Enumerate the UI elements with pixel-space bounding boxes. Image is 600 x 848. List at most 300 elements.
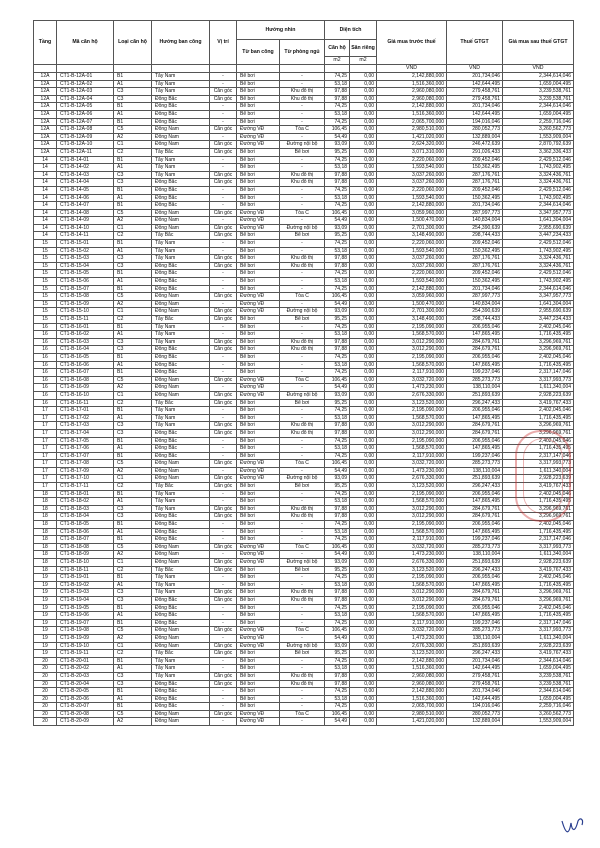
cell-dien-tich-can-ho: 74,25 bbox=[325, 619, 350, 627]
cell-thue-gtgt: 254,390,639 bbox=[447, 308, 503, 316]
table-row bbox=[34, 483, 574, 491]
cell-vi-tri: Căn góc bbox=[210, 422, 237, 430]
header-gia-sau-thue: Giá mua sau thuế GTGT bbox=[503, 21, 574, 65]
cell-gia-truoc-thue: 3,148,490,000 bbox=[377, 316, 447, 324]
cell-loai-can-ho: B1 bbox=[114, 703, 152, 711]
cell-thue-gtgt: 142,644,495 bbox=[447, 665, 503, 673]
cell-loai-can-ho: B1 bbox=[114, 407, 152, 415]
cell-tu-phong-ngu: - bbox=[280, 133, 325, 141]
cell-tu-phong-ngu: Khu đô thị bbox=[280, 505, 325, 513]
cell-loai-can-ho: C3 bbox=[114, 171, 152, 179]
cell-san-rieng: 0,00 bbox=[350, 414, 377, 422]
cell-thue-gtgt: 287,997,773 bbox=[447, 209, 503, 217]
cell-loai-can-ho: B1 bbox=[114, 452, 152, 460]
cell-huong-ban-cong: Đông Nam bbox=[152, 133, 210, 141]
cell-ma-can-ho: CT1-B-12A-05 bbox=[57, 103, 114, 111]
cell-thue-gtgt: 251,893,639 bbox=[447, 642, 503, 650]
cell-dien-tich-can-ho: 53,18 bbox=[325, 445, 350, 453]
cell-dien-tich-can-ho: 97,88 bbox=[325, 513, 350, 521]
cell-vi-tri: - bbox=[210, 270, 237, 278]
cell-ma-can-ho: CT1-B-18-03 bbox=[57, 505, 114, 513]
cell-san-rieng: 0,00 bbox=[350, 566, 377, 574]
cell-san-rieng: 0,00 bbox=[350, 141, 377, 149]
cell-thue-gtgt: 296,247,433 bbox=[447, 483, 503, 491]
cell-san-rieng: 0,00 bbox=[350, 559, 377, 567]
cell-tu-ban-cong: Bể bơi bbox=[237, 148, 280, 156]
cell-tu-ban-cong: Đường VĐ bbox=[237, 376, 280, 384]
table-row bbox=[34, 202, 574, 210]
cell-huong-ban-cong: Tây Bắc bbox=[152, 650, 210, 658]
cell-tu-ban-cong: Bể bơi bbox=[237, 589, 280, 597]
table-row bbox=[34, 627, 574, 635]
cell-tang: 16 bbox=[34, 361, 57, 369]
cell-ma-can-ho: CT1-B-12A-10 bbox=[57, 141, 114, 149]
price-list-sheet bbox=[33, 20, 573, 726]
cell-thue-gtgt: 201,734,046 bbox=[447, 657, 503, 665]
cell-tang: 19 bbox=[34, 604, 57, 612]
cell-gia-truoc-thue: 3,037,260,000 bbox=[377, 262, 447, 270]
cell-thue-gtgt: 132,889,004 bbox=[447, 718, 503, 726]
cell-gia-sau-thue: 3,324,436,761 bbox=[503, 171, 574, 179]
cell-san-rieng: 0,00 bbox=[350, 407, 377, 415]
cell-vi-tri: Căn góc bbox=[210, 232, 237, 240]
cell-thue-gtgt: 194,016,046 bbox=[447, 703, 503, 711]
cell-thue-gtgt: 285,273,773 bbox=[447, 627, 503, 635]
cell-gia-truoc-thue: 3,012,290,000 bbox=[377, 346, 447, 354]
cell-dien-tich-can-ho: 95,25 bbox=[325, 566, 350, 574]
cell-san-rieng: 0,00 bbox=[350, 148, 377, 156]
cell-san-rieng: 0,00 bbox=[350, 361, 377, 369]
cell-tu-phong-ngu: - bbox=[280, 80, 325, 88]
cell-tang: 12A bbox=[34, 80, 57, 88]
cell-tu-ban-cong: Bể bơi bbox=[237, 574, 280, 582]
cell-loai-can-ho: C5 bbox=[114, 209, 152, 217]
cell-tang: 12A bbox=[34, 126, 57, 134]
cell-loai-can-ho: C1 bbox=[114, 141, 152, 149]
cell-thue-gtgt: 209,452,046 bbox=[447, 186, 503, 194]
header-ma-can-ho: Mã căn hộ bbox=[57, 21, 114, 65]
cell-san-rieng: 0,00 bbox=[350, 536, 377, 544]
cell-loai-can-ho: A1 bbox=[114, 164, 152, 172]
table-row bbox=[34, 710, 574, 718]
cell-gia-truoc-thue: 2,142,880,000 bbox=[377, 103, 447, 111]
cell-dien-tich-can-ho: 74,25 bbox=[325, 521, 350, 529]
cell-tu-phong-ngu: Khu đô thị bbox=[280, 255, 325, 263]
cell-vi-tri: Căn góc bbox=[210, 179, 237, 187]
cell-tu-phong-ngu: - bbox=[280, 665, 325, 673]
cell-thue-gtgt: 284,679,761 bbox=[447, 338, 503, 346]
cell-vi-tri: - bbox=[210, 369, 237, 377]
cell-gia-sau-thue: 2,344,614,046 bbox=[503, 73, 574, 81]
cell-thue-gtgt: 206,955,046 bbox=[447, 437, 503, 445]
cell-san-rieng: 0,00 bbox=[350, 710, 377, 718]
cell-tu-phong-ngu: Tòa C bbox=[280, 293, 325, 301]
cell-tu-phong-ngu: Đường nội bộ bbox=[280, 475, 325, 483]
cell-tu-phong-ngu: - bbox=[280, 414, 325, 422]
cell-dien-tich-can-ho: 97,88 bbox=[325, 596, 350, 604]
cell-vi-tri: Căn góc bbox=[210, 483, 237, 491]
cell-tu-ban-cong: Đường VĐ bbox=[237, 551, 280, 559]
cell-dien-tich-can-ho: 54,49 bbox=[325, 467, 350, 475]
cell-tang: 14 bbox=[34, 164, 57, 172]
cell-tang: 16 bbox=[34, 369, 57, 377]
cell-gia-truoc-thue: 2,142,880,000 bbox=[377, 688, 447, 696]
cell-gia-truoc-thue: 1,568,570,000 bbox=[377, 445, 447, 453]
cell-thue-gtgt: 142,644,495 bbox=[447, 110, 503, 118]
cell-gia-sau-thue: 1,716,435,495 bbox=[503, 331, 574, 339]
table-row bbox=[34, 338, 574, 346]
cell-loai-can-ho: C3 bbox=[114, 338, 152, 346]
cell-thue-gtgt: 284,679,761 bbox=[447, 513, 503, 521]
cell-ma-can-ho: CT1-B-18-06 bbox=[57, 528, 114, 536]
cell-vi-tri: Căn góc bbox=[210, 589, 237, 597]
cell-ma-can-ho: CT1-B-18-04 bbox=[57, 513, 114, 521]
cell-gia-truoc-thue: 3,071,310,000 bbox=[377, 148, 447, 156]
cell-san-rieng: 0,00 bbox=[350, 612, 377, 620]
cell-huong-ban-cong: Đông Nam bbox=[152, 551, 210, 559]
cell-vi-tri: - bbox=[210, 247, 237, 255]
cell-loai-can-ho: A1 bbox=[114, 194, 152, 202]
cell-thue-gtgt: 150,362,495 bbox=[447, 194, 503, 202]
table-row bbox=[34, 300, 574, 308]
cell-loai-can-ho: C5 bbox=[114, 460, 152, 468]
cell-tang: 15 bbox=[34, 255, 57, 263]
cell-gia-truoc-thue: 1,593,540,000 bbox=[377, 278, 447, 286]
cell-tang: 18 bbox=[34, 490, 57, 498]
table-row bbox=[34, 551, 574, 559]
cell-vi-tri: - bbox=[210, 353, 237, 361]
cell-gia-sau-thue: 2,870,792,639 bbox=[503, 141, 574, 149]
cell-tu-phong-ngu: Tòa C bbox=[280, 126, 325, 134]
cell-dien-tich-can-ho: 74,25 bbox=[325, 703, 350, 711]
cell-tu-ban-cong: Bể bơi bbox=[237, 422, 280, 430]
cell-san-rieng: 0,00 bbox=[350, 331, 377, 339]
cell-tang: 16 bbox=[34, 391, 57, 399]
cell-dien-tich-can-ho: 97,88 bbox=[325, 179, 350, 187]
cell-tu-ban-cong: Đường VĐ bbox=[237, 475, 280, 483]
cell-san-rieng: 0,00 bbox=[350, 634, 377, 642]
cell-dien-tich-can-ho: 106,45 bbox=[325, 293, 350, 301]
table-row bbox=[34, 103, 574, 111]
cell-tu-ban-cong: Bể bơi bbox=[237, 429, 280, 437]
cell-dien-tich-can-ho: 53,18 bbox=[325, 194, 350, 202]
cell-gia-truoc-thue: 2,117,910,000 bbox=[377, 619, 447, 627]
cell-huong-ban-cong: Đông Nam bbox=[152, 391, 210, 399]
cell-tu-phong-ngu: Bể bơi bbox=[280, 232, 325, 240]
cell-tu-phong-ngu: - bbox=[280, 703, 325, 711]
cell-thue-gtgt: 296,247,433 bbox=[447, 650, 503, 658]
cell-loai-can-ho: B1 bbox=[114, 619, 152, 627]
cell-tang: 14 bbox=[34, 209, 57, 217]
cell-san-rieng: 0,00 bbox=[350, 467, 377, 475]
cell-vi-tri: Căn góc bbox=[210, 308, 237, 316]
cell-dien-tich-can-ho: 95,25 bbox=[325, 316, 350, 324]
cell-loai-can-ho: B1 bbox=[114, 657, 152, 665]
cell-thue-gtgt: 209,452,046 bbox=[447, 270, 503, 278]
cell-vi-tri: Căn góc bbox=[210, 650, 237, 658]
cell-gia-sau-thue: 3,324,436,761 bbox=[503, 179, 574, 187]
cell-tu-phong-ngu: Khu đô thị bbox=[280, 672, 325, 680]
cell-gia-sau-thue: 2,259,716,046 bbox=[503, 118, 574, 126]
cell-loai-can-ho: A2 bbox=[114, 300, 152, 308]
cell-gia-sau-thue: 2,344,614,046 bbox=[503, 103, 574, 111]
cell-loai-can-ho: C1 bbox=[114, 224, 152, 232]
cell-thue-gtgt: 201,734,046 bbox=[447, 202, 503, 210]
cell-tu-phong-ngu: Đường nội bộ bbox=[280, 308, 325, 316]
cell-ma-can-ho: CT1-B-16-07 bbox=[57, 369, 114, 377]
table-row bbox=[34, 650, 574, 658]
cell-vi-tri: Căn góc bbox=[210, 141, 237, 149]
cell-tu-phong-ngu: - bbox=[280, 612, 325, 620]
cell-dien-tich-can-ho: 53,18 bbox=[325, 164, 350, 172]
cell-ma-can-ho: CT1-B-19-01 bbox=[57, 574, 114, 582]
cell-thue-gtgt: 150,362,495 bbox=[447, 247, 503, 255]
cell-thue-gtgt: 251,893,639 bbox=[447, 559, 503, 567]
cell-gia-sau-thue: 2,928,223,639 bbox=[503, 475, 574, 483]
cell-ma-can-ho: CT1-B-14-04 bbox=[57, 179, 114, 187]
table-row bbox=[34, 460, 574, 468]
table-row bbox=[34, 285, 574, 293]
cell-gia-sau-thue: 2,402,045,046 bbox=[503, 353, 574, 361]
cell-thue-gtgt: 142,644,495 bbox=[447, 80, 503, 88]
cell-tu-ban-cong: Đường VĐ bbox=[237, 391, 280, 399]
cell-loai-can-ho: C5 bbox=[114, 126, 152, 134]
cell-ma-can-ho: CT1-B-14-11 bbox=[57, 232, 114, 240]
cell-ma-can-ho: CT1-B-19-08 bbox=[57, 627, 114, 635]
cell-dien-tich-can-ho: 53,18 bbox=[325, 528, 350, 536]
cell-vi-tri: Căn góc bbox=[210, 559, 237, 567]
cell-vi-tri: - bbox=[210, 695, 237, 703]
apartment-price-table bbox=[33, 20, 574, 726]
header-san-rieng: Sân riêng bbox=[350, 40, 377, 57]
cell-gia-truoc-thue: 2,142,880,000 bbox=[377, 202, 447, 210]
cell-thue-gtgt: 285,273,773 bbox=[447, 460, 503, 468]
cell-thue-gtgt: 199,237,046 bbox=[447, 619, 503, 627]
cell-san-rieng: 0,00 bbox=[350, 718, 377, 726]
cell-huong-ban-cong: Đông Bắc bbox=[152, 437, 210, 445]
header-tu-ban-cong: Từ ban công bbox=[237, 40, 280, 65]
cell-gia-sau-thue: 2,317,147,046 bbox=[503, 536, 574, 544]
cell-loai-can-ho: C1 bbox=[114, 391, 152, 399]
cell-tu-phong-ngu: - bbox=[280, 194, 325, 202]
cell-tu-phong-ngu: Bể bơi bbox=[280, 316, 325, 324]
cell-thue-gtgt: 206,955,046 bbox=[447, 323, 503, 331]
cell-tu-ban-cong: Bể bơi bbox=[237, 240, 280, 248]
table-row bbox=[34, 171, 574, 179]
cell-gia-truoc-thue: 3,012,290,000 bbox=[377, 513, 447, 521]
cell-thue-gtgt: 206,955,046 bbox=[447, 490, 503, 498]
cell-gia-sau-thue: 1,716,435,495 bbox=[503, 581, 574, 589]
cell-tu-ban-cong: Bể bơi bbox=[237, 452, 280, 460]
cell-tu-phong-ngu: Tòa C bbox=[280, 460, 325, 468]
table-row bbox=[34, 179, 574, 187]
cell-huong-ban-cong: Đông Nam bbox=[152, 308, 210, 316]
cell-gia-truoc-thue: 1,516,360,000 bbox=[377, 80, 447, 88]
table-row bbox=[34, 323, 574, 331]
cell-gia-sau-thue: 3,296,969,761 bbox=[503, 513, 574, 521]
cell-tu-phong-ngu: - bbox=[280, 528, 325, 536]
cell-tu-phong-ngu: Bể bơi bbox=[280, 566, 325, 574]
cell-ma-can-ho: CT1-B-12A-08 bbox=[57, 126, 114, 134]
cell-dien-tich-can-ho: 74,25 bbox=[325, 452, 350, 460]
cell-huong-ban-cong: Đông Nam bbox=[152, 141, 210, 149]
cell-ma-can-ho: CT1-B-12A-11 bbox=[57, 148, 114, 156]
table-body bbox=[34, 73, 574, 726]
table-row bbox=[34, 612, 574, 620]
cell-thue-gtgt: 296,247,433 bbox=[447, 399, 503, 407]
cell-huong-ban-cong: Tây Nam bbox=[152, 657, 210, 665]
cell-san-rieng: 0,00 bbox=[350, 574, 377, 582]
cell-tang: 20 bbox=[34, 657, 57, 665]
cell-ma-can-ho: CT1-B-12A-01 bbox=[57, 73, 114, 81]
cell-huong-ban-cong: Đông Bắc bbox=[152, 596, 210, 604]
table-row bbox=[34, 88, 574, 96]
cell-huong-ban-cong: Đông Bắc bbox=[152, 202, 210, 210]
cell-gia-truoc-thue: 3,037,260,000 bbox=[377, 171, 447, 179]
cell-gia-truoc-thue: 1,421,020,000 bbox=[377, 133, 447, 141]
cell-ma-can-ho: CT1-B-18-10 bbox=[57, 559, 114, 567]
cell-huong-ban-cong: Đông Bắc bbox=[152, 680, 210, 688]
cell-tu-ban-cong: Đường VĐ bbox=[237, 209, 280, 217]
cell-tang: 14 bbox=[34, 171, 57, 179]
cell-ma-can-ho: CT1-B-14-08 bbox=[57, 209, 114, 217]
cell-tang: 17 bbox=[34, 483, 57, 491]
cell-san-rieng: 0,00 bbox=[350, 194, 377, 202]
cell-tu-ban-cong: Bể bơi bbox=[237, 323, 280, 331]
cell-loai-can-ho: A1 bbox=[114, 528, 152, 536]
cell-gia-truoc-thue: 3,123,520,000 bbox=[377, 566, 447, 574]
cell-gia-truoc-thue: 3,012,290,000 bbox=[377, 429, 447, 437]
cell-gia-sau-thue: 1,659,004,495 bbox=[503, 695, 574, 703]
table-row bbox=[34, 680, 574, 688]
cell-thue-gtgt: 147,865,495 bbox=[447, 361, 503, 369]
cell-ma-can-ho: CT1-B-16-05 bbox=[57, 353, 114, 361]
table-row bbox=[34, 543, 574, 551]
cell-gia-truoc-thue: 2,117,910,000 bbox=[377, 536, 447, 544]
cell-vi-tri: - bbox=[210, 240, 237, 248]
cell-vi-tri: Căn góc bbox=[210, 680, 237, 688]
cell-ma-can-ho: CT1-B-16-01 bbox=[57, 323, 114, 331]
cell-huong-ban-cong: Tây Nam bbox=[152, 156, 210, 164]
cell-huong-ban-cong: Đông Nam bbox=[152, 543, 210, 551]
cell-huong-ban-cong: Đông Nam bbox=[152, 300, 210, 308]
cell-loai-can-ho: B1 bbox=[114, 688, 152, 696]
cell-tu-phong-ngu: Đường nội bộ bbox=[280, 141, 325, 149]
table-row bbox=[34, 422, 574, 430]
cell-tang: 14 bbox=[34, 179, 57, 187]
cell-thue-gtgt: 279,458,761 bbox=[447, 680, 503, 688]
cell-vi-tri: - bbox=[210, 407, 237, 415]
cell-gia-truoc-thue: 1,473,230,000 bbox=[377, 634, 447, 642]
cell-tang: 17 bbox=[34, 407, 57, 415]
cell-vi-tri: - bbox=[210, 331, 237, 339]
cell-dien-tich-can-ho: 53,18 bbox=[325, 80, 350, 88]
cell-loai-can-ho: B1 bbox=[114, 285, 152, 293]
cell-loai-can-ho: B1 bbox=[114, 323, 152, 331]
cell-tu-ban-cong: Đường VĐ bbox=[237, 710, 280, 718]
cell-gia-truoc-thue: 2,195,090,000 bbox=[377, 490, 447, 498]
cell-dien-tich-can-ho: 106,45 bbox=[325, 543, 350, 551]
cell-huong-ban-cong: Đông Bắc bbox=[152, 103, 210, 111]
cell-dien-tich-can-ho: 53,18 bbox=[325, 665, 350, 673]
cell-huong-ban-cong: Tây Nam bbox=[152, 164, 210, 172]
cell-tu-phong-ngu: - bbox=[280, 240, 325, 248]
cell-gia-truoc-thue: 1,516,360,000 bbox=[377, 665, 447, 673]
cell-huong-ban-cong: Tây Nam bbox=[152, 247, 210, 255]
cell-ma-can-ho: CT1-B-20-06 bbox=[57, 695, 114, 703]
cell-tang: 18 bbox=[34, 551, 57, 559]
cell-tu-phong-ngu: Bể bơi bbox=[280, 483, 325, 491]
table-row bbox=[34, 490, 574, 498]
cell-gia-truoc-thue: 1,421,020,000 bbox=[377, 718, 447, 726]
cell-vi-tri: - bbox=[210, 361, 237, 369]
cell-ma-can-ho: CT1-B-17-08 bbox=[57, 460, 114, 468]
cell-dien-tich-can-ho: 74,25 bbox=[325, 437, 350, 445]
cell-tang: 18 bbox=[34, 513, 57, 521]
cell-vi-tri: - bbox=[210, 285, 237, 293]
cell-gia-sau-thue: 1,716,435,495 bbox=[503, 612, 574, 620]
cell-gia-sau-thue: 3,260,562,773 bbox=[503, 710, 574, 718]
cell-huong-ban-cong: Tây Bắc bbox=[152, 483, 210, 491]
cell-vi-tri: - bbox=[210, 657, 237, 665]
cell-ma-can-ho: CT1-B-17-01 bbox=[57, 407, 114, 415]
cell-tang: 14 bbox=[34, 232, 57, 240]
cell-tang: 18 bbox=[34, 528, 57, 536]
cell-huong-ban-cong: Tây Bắc bbox=[152, 566, 210, 574]
cell-thue-gtgt: 206,955,046 bbox=[447, 604, 503, 612]
table-row bbox=[34, 581, 574, 589]
cell-loai-can-ho: B1 bbox=[114, 369, 152, 377]
cell-tu-ban-cong: Đường VĐ bbox=[237, 460, 280, 468]
cell-san-rieng: 0,00 bbox=[350, 475, 377, 483]
cell-dien-tich-can-ho: 95,25 bbox=[325, 650, 350, 658]
cell-gia-sau-thue: 1,611,340,004 bbox=[503, 384, 574, 392]
cell-ma-can-ho: CT1-B-19-02 bbox=[57, 581, 114, 589]
cell-thue-gtgt: 284,679,761 bbox=[447, 346, 503, 354]
cell-gia-sau-thue: 2,402,045,046 bbox=[503, 407, 574, 415]
cell-tu-phong-ngu: Khu đô thị bbox=[280, 596, 325, 604]
unit-blank-4 bbox=[152, 65, 210, 73]
cell-ma-can-ho: CT1-B-18-08 bbox=[57, 543, 114, 551]
cell-tu-phong-ngu: Bể bơi bbox=[280, 148, 325, 156]
cell-ma-can-ho: CT1-B-14-05 bbox=[57, 186, 114, 194]
cell-dien-tich-can-ho: 53,18 bbox=[325, 278, 350, 286]
table-row bbox=[34, 384, 574, 392]
cell-tu-phong-ngu: - bbox=[280, 445, 325, 453]
cell-tu-ban-cong: Bể bơi bbox=[237, 399, 280, 407]
cell-huong-ban-cong: Đông Bắc bbox=[152, 262, 210, 270]
cell-tu-phong-ngu: - bbox=[280, 278, 325, 286]
cell-gia-sau-thue: 3,239,538,761 bbox=[503, 95, 574, 103]
cell-gia-truoc-thue: 2,065,700,000 bbox=[377, 703, 447, 711]
cell-gia-truoc-thue: 3,012,290,000 bbox=[377, 589, 447, 597]
cell-ma-can-ho: CT1-B-17-10 bbox=[57, 475, 114, 483]
cell-tu-ban-cong: Đường VĐ bbox=[237, 559, 280, 567]
cell-gia-truoc-thue: 2,195,090,000 bbox=[377, 353, 447, 361]
cell-dien-tich-can-ho: 97,88 bbox=[325, 346, 350, 354]
cell-gia-sau-thue: 1,743,902,495 bbox=[503, 164, 574, 172]
cell-san-rieng: 0,00 bbox=[350, 551, 377, 559]
cell-gia-truoc-thue: 2,701,300,000 bbox=[377, 308, 447, 316]
table-row bbox=[34, 346, 574, 354]
cell-tang: 17 bbox=[34, 452, 57, 460]
cell-ma-can-ho: CT1-B-15-08 bbox=[57, 293, 114, 301]
cell-san-rieng: 0,00 bbox=[350, 338, 377, 346]
cell-gia-truoc-thue: 2,676,330,000 bbox=[377, 475, 447, 483]
cell-gia-truoc-thue: 2,117,910,000 bbox=[377, 369, 447, 377]
cell-gia-sau-thue: 3,419,767,433 bbox=[503, 650, 574, 658]
cell-tu-ban-cong: Bể bơi bbox=[237, 604, 280, 612]
